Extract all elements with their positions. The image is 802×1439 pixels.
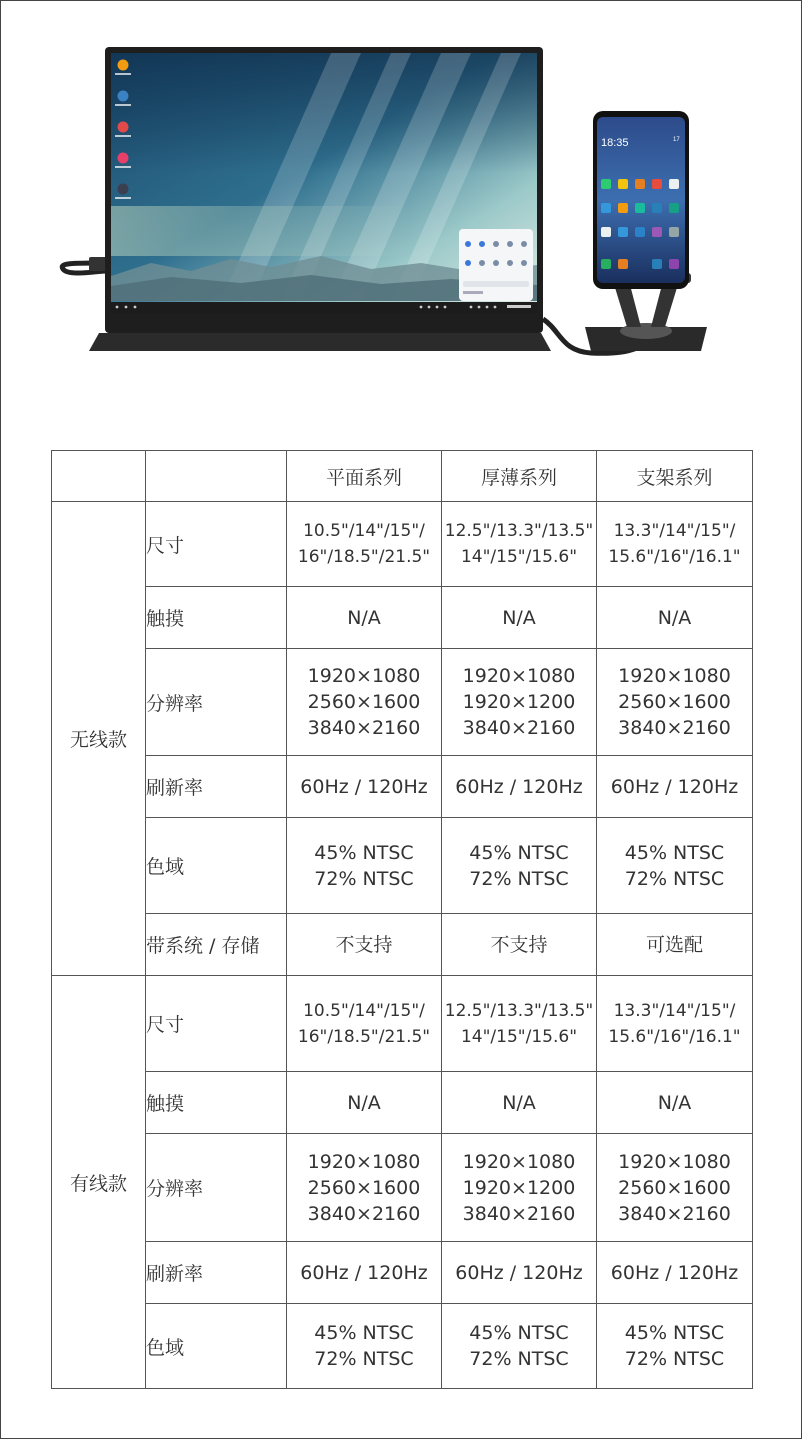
table-cell: 45% NTSC 72% NTSC [287,818,442,914]
table-cell: 1920×1080 2560×1600 3840×2160 [597,1134,753,1242]
table-cell: 45% NTSC 72% NTSC [442,818,597,914]
row-label: 刷新率 [146,1242,287,1304]
phone-time: 18:35 [601,137,629,149]
table-row [52,1072,753,1134]
table-row [52,502,753,587]
row-label: 触摸 [146,1072,287,1134]
table-cell: 45% NTSC 72% NTSC [442,1304,597,1389]
table-row [52,756,753,818]
table-cell: 60Hz / 120Hz [287,756,442,818]
table-cell: 13.3"/14"/15"/ 15.6"/16"/16.1" [597,502,753,587]
table-cell: 10.5"/14"/15"/ 16"/18.5"/21.5" [287,502,442,587]
table-cell: 可选配 [597,914,753,976]
row-label: 色域 [146,1304,287,1389]
table-cell: N/A [597,587,753,649]
row-label: 带系统 / 存储 [146,914,287,976]
row-label: 尺寸 [146,502,287,587]
header-cell-spec [146,451,287,502]
table-cell: 60Hz / 120Hz [597,1242,753,1304]
usb-plug [89,257,107,271]
taskbar [111,302,537,313]
header-cell-stand-series: 支架系列 [597,451,753,502]
table-cell: N/A [287,1072,442,1134]
table-cell: 45% NTSC 72% NTSC [597,818,753,914]
table-cell: 60Hz / 120Hz [287,1242,442,1304]
table-cell: 1920×1080 2560×1600 3840×2160 [287,1134,442,1242]
group-label-wireless: 无线款 [52,502,146,976]
row-label: 分辨率 [146,1134,287,1242]
table-cell: 10.5"/14"/15"/ 16"/18.5"/21.5" [287,976,442,1072]
table-cell: 60Hz / 120Hz [442,756,597,818]
monitor-base [89,333,551,351]
phone-status: 17 [673,137,680,143]
table-cell: 45% NTSC 72% NTSC [287,1304,442,1389]
table-cell: 1920×1080 2560×1600 3840×2160 [597,649,753,756]
row-label: 分辨率 [146,649,287,756]
spec-table [51,450,753,1389]
table-cell: N/A [597,1072,753,1134]
table-cell: 13.3"/14"/15"/ 15.6"/16"/16.1" [597,976,753,1072]
table-cell: N/A [442,587,597,649]
table-cell: 60Hz / 120Hz [442,1242,597,1304]
table-header-row [52,451,753,502]
product-image [1,1,801,401]
table-cell: 1920×1080 1920×1200 3840×2160 [442,1134,597,1242]
row-label: 触摸 [146,587,287,649]
row-label: 尺寸 [146,976,287,1072]
table-row [52,818,753,914]
table-cell: 12.5"/13.3"/13.5" 14"/15"/15.6" [442,502,597,587]
table-cell: 不支持 [287,914,442,976]
table-cell: N/A [442,1072,597,1134]
row-label: 色域 [146,818,287,914]
header-cell-slim-series: 厚薄系列 [442,451,597,502]
table-cell: 不支持 [442,914,597,976]
table-cell: 60Hz / 120Hz [597,756,753,818]
header-cell-corner [52,451,146,502]
table-cell: 1920×1080 1920×1200 3840×2160 [442,649,597,756]
table-row [52,649,753,756]
table-row [52,1134,753,1242]
table-row [52,1242,753,1304]
table-cell: 45% NTSC 72% NTSC [597,1304,753,1389]
table-row [52,914,753,976]
table-row [52,976,753,1072]
table-cell: N/A [287,587,442,649]
table-cell: 12.5"/13.3"/13.5" 14"/15"/15.6" [442,976,597,1072]
table-cell: 1920×1080 2560×1600 3840×2160 [287,649,442,756]
group-label-wired: 有线款 [52,976,146,1389]
row-label: 刷新率 [146,756,287,818]
table-row [52,1304,753,1389]
header-cell-flat-series: 平面系列 [287,451,442,502]
table-row [52,587,753,649]
